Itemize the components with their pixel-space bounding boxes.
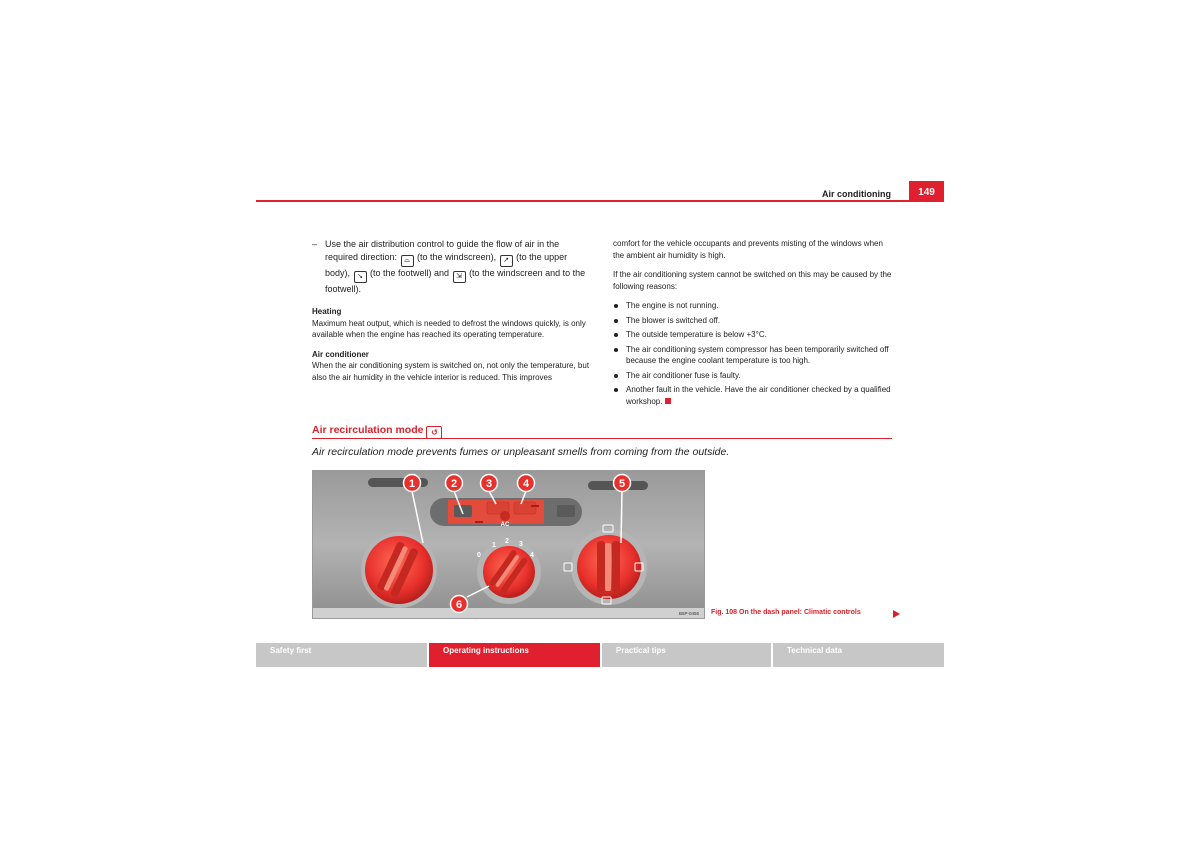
bullet-item: The outside temperature is below +3°C. — [613, 329, 893, 341]
tab-safety-first[interactable]: Safety first — [256, 643, 427, 667]
climatic-controls-illustration — [313, 471, 704, 618]
distribution-knob-grip — [597, 541, 620, 593]
chapter-tabs — [256, 643, 944, 667]
fan-scale-3: 3 — [519, 541, 523, 548]
bullet-item: The air conditioning system compressor has been temporarily switched off because the engine coolant temperature is too high. — [613, 344, 893, 367]
bullet-item: Another fault in the vehicle. Have the air conditioner checked by a qualified workshop. — [613, 384, 893, 407]
heating-text: Maximum heat output, which is needed to defrost the windows quickly, is only available when the engine has reached its operating temperature. — [312, 318, 586, 339]
callout-2 — [446, 475, 463, 492]
header-rule — [256, 200, 944, 202]
ac-heading: Air conditioner — [312, 349, 369, 359]
fan-scale-1: 1 — [492, 542, 496, 549]
footwell-icon: ↘ — [354, 271, 367, 283]
section-rule — [312, 438, 892, 439]
left-column — [312, 238, 592, 391]
ac-button[interactable] — [500, 511, 510, 521]
figure-climatic-controls — [312, 470, 705, 619]
dash-list-item: – Use the air distribution control to guide the flow of air in the required direction: ⌓ (to the windscreen), ↗ (to the upper body), ↘ (to the footwell) and ⇲ (to the windscreen and to the footwell). — [312, 239, 586, 294]
bullet-item: The air conditioner fuse is faulty. — [613, 370, 893, 382]
left-button[interactable] — [454, 505, 472, 517]
cause-intro: If the air conditioning system cannot be switched on this may be caused by the following reasons: — [613, 270, 892, 291]
section-end-icon — [665, 398, 671, 404]
section-intro: Air recirculation mode prevents fumes or unpleasant smells from coming from the outside. — [312, 446, 730, 458]
heating-heading: Heating — [312, 307, 342, 316]
figure-code: B5P-0456 — [678, 611, 700, 616]
fan-scale-0: 0 — [477, 552, 481, 559]
upper-body-icon: ↗ — [500, 255, 513, 267]
page-number: 149 — [909, 181, 944, 202]
callout-3 — [481, 475, 498, 492]
windscreen-footwell-icon: ⇲ — [453, 271, 466, 283]
right-button[interactable] — [557, 505, 575, 517]
callout-6 — [451, 596, 468, 613]
svg-text:1: 1 — [408, 478, 416, 490]
bullet-item: The engine is not running. — [613, 300, 893, 312]
tab-technical-data[interactable]: Technical data — [773, 643, 944, 667]
callout-1 — [404, 475, 421, 492]
svg-text:2: 2 — [450, 478, 458, 490]
tab-operating-instructions[interactable]: Operating instructions — [429, 643, 600, 667]
recirculation-button[interactable] — [514, 502, 536, 514]
indicator-led — [531, 505, 539, 507]
section-title: Air recirculation mode ↺ — [312, 424, 442, 439]
bullet-item: The blower is switched off. — [613, 315, 893, 327]
bullet-dot — [614, 374, 618, 378]
svg-text:6: 6 — [455, 599, 463, 611]
ac-text: When the air conditioning system is switched on, not only the temperature, but also the air humidity in the vehicle interior is reduced. This improves — [312, 361, 590, 382]
recirculation-icon: ↺ — [426, 426, 442, 439]
fan-scale-4: 4 — [530, 552, 534, 559]
tab-practical-tips[interactable]: Practical tips — [602, 643, 771, 667]
svg-text:4: 4 — [522, 478, 530, 490]
svg-text:3: 3 — [485, 478, 493, 490]
indicator-led — [475, 521, 483, 523]
header-section-title: Air conditioning — [822, 189, 891, 199]
ac-label: AC — [500, 522, 510, 528]
bullet-dot — [614, 348, 618, 352]
callout-4 — [518, 475, 535, 492]
figure-caption: Fig. 108 On the dash panel: Climatic controls — [711, 609, 861, 616]
svg-text:5: 5 — [618, 478, 626, 490]
callout-5 — [614, 475, 631, 492]
next-page-arrow-icon — [893, 610, 900, 618]
continuation-text: comfort for the vehicle occupants and prevents misting of the windows when the ambient air humidity is high. — [613, 239, 883, 260]
windscreen-icon: ⌓ — [401, 255, 414, 267]
bullet-dot — [614, 319, 618, 323]
bullet-dot — [614, 304, 618, 308]
dash-marker: – — [312, 239, 318, 249]
bullet-dot — [614, 388, 618, 392]
fan-scale-2: 2 — [505, 538, 509, 545]
right-column — [613, 238, 893, 410]
bullet-dot — [614, 333, 618, 337]
callout-line-5 — [621, 491, 622, 543]
panel-lower-edge — [313, 608, 704, 618]
